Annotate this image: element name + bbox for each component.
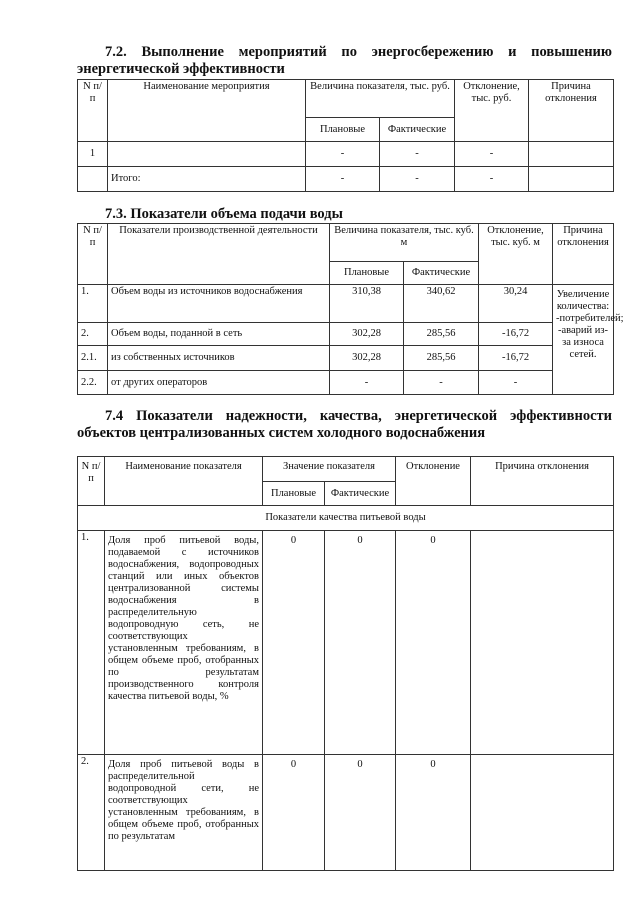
row-name: [108, 142, 306, 167]
row-reason: [471, 531, 614, 755]
row-reason: [529, 167, 614, 192]
table-row: [78, 285, 614, 323]
row-name: Доля проб питьевой воды в распределительной водопроводной сети, не соответствующих установленным требованиям, в общем объеме проб, отобранных по результатам: [105, 755, 263, 871]
row-deviation: -16,72: [479, 323, 553, 346]
col-header-num: N п/п: [78, 80, 108, 142]
row-name: от других операторов: [108, 371, 330, 395]
row-deviation: 30,24: [479, 285, 553, 323]
table-row: [78, 346, 614, 371]
row-planned: 0: [263, 755, 325, 871]
table-row: [78, 323, 614, 346]
row-actual: -: [380, 167, 455, 192]
table-row: [78, 142, 614, 167]
row-planned: 302,28: [330, 346, 404, 371]
row-actual: 285,56: [404, 323, 479, 346]
col-header-actual: Фактические: [325, 482, 396, 506]
col-header-reason: Причина отклонения: [471, 457, 614, 506]
row-num: 1.: [78, 531, 105, 755]
col-header-num: N п/п: [78, 457, 105, 506]
table-row: [78, 167, 614, 192]
row-deviation: 0: [396, 531, 471, 755]
col-header-deviation: Отклонение, тыс. руб.: [455, 80, 529, 142]
row-deviation: -: [455, 142, 529, 167]
row-planned: -: [306, 167, 380, 192]
row-deviation: 0: [396, 755, 471, 871]
col-header-value: Величина показателя, тыс. руб.: [306, 80, 455, 118]
row-reason: [529, 142, 614, 167]
col-header-name: Показатели производственной деятельности: [108, 224, 330, 285]
col-header-name: Наименование показателя: [105, 457, 263, 506]
row-actual: -: [404, 371, 479, 395]
row-num: 1.: [78, 285, 108, 323]
row-planned: -: [330, 371, 404, 395]
row-num: [78, 167, 108, 192]
section-7-2-title-cont: энергетической эффективности: [77, 61, 285, 77]
col-header-deviation: Отклонение: [396, 457, 471, 506]
col-header-num: N п/п: [78, 224, 108, 285]
row-actual: 0: [325, 531, 396, 755]
table-row: [78, 531, 614, 755]
row-num: 1: [78, 142, 108, 167]
row-reason: [471, 755, 614, 871]
row-name: Объем воды, поданной в сеть: [108, 323, 330, 346]
row-planned: 302,28: [330, 323, 404, 346]
col-header-deviation: Отклонение, тыс. куб. м: [479, 224, 553, 285]
col-header-reason: Причина отклонения: [529, 80, 614, 142]
section-7-4-title-cont: объектов централизованных систем холодного водоснабжения: [77, 425, 486, 441]
section-7-3-title: 7.3. Показатели объема подачи воды: [105, 206, 343, 222]
section-7-4-title: 7.4 Показатели надежности, качества, энергетической эффективности: [105, 408, 612, 424]
row-reason: Увеличение количества: -потребителей; -аварий из-за износа сетей.: [553, 285, 614, 395]
row-actual: 340,62: [404, 285, 479, 323]
row-actual: 285,56: [404, 346, 479, 371]
table-row: [78, 755, 614, 871]
col-header-reason: Причина отклонения: [553, 224, 614, 285]
col-header-value: Значение показателя: [263, 457, 396, 482]
table-row: [78, 371, 614, 395]
row-num: 2.: [78, 323, 108, 346]
row-actual: -: [380, 142, 455, 167]
col-header-name: Наименование мероприятия: [108, 80, 306, 142]
row-num: 2.1.: [78, 346, 108, 371]
row-planned: -: [306, 142, 380, 167]
table-water-supply: [77, 223, 624, 395]
row-deviation: -: [455, 167, 529, 192]
row-name: Объем воды из источников водоснабжения: [108, 285, 330, 323]
row-planned: 310,38: [330, 285, 404, 323]
row-deviation: -16,72: [479, 346, 553, 371]
table-energy-saving: [77, 79, 614, 192]
row-actual: 0: [325, 755, 396, 871]
col-header-planned: Плановые: [306, 118, 380, 142]
row-name: Итого:: [108, 167, 306, 192]
table-quality-indicators: [77, 456, 614, 871]
col-header-planned: Плановые: [330, 262, 404, 285]
row-name: Доля проб питьевой воды, подаваемой с источников водоснабжения, водопроводных станций или иных объектов централизованной системы водоснабжения в распределительную водопроводную сеть, не соответствующих установленным требованиям, в общем объеме проб, отобранных по результатам производственного контроля качества питьевой воды, %: [105, 531, 263, 755]
row-deviation: -: [479, 371, 553, 395]
row-name: из собственных источников: [108, 346, 330, 371]
col-header-planned: Плановые: [263, 482, 325, 506]
section-7-2-title: 7.2. Выполнение мероприятий по энергосбережению и повышению: [105, 44, 612, 60]
row-num: 2.2.: [78, 371, 108, 395]
row-planned: 0: [263, 531, 325, 755]
col-header-actual: Фактические: [380, 118, 455, 142]
col-header-actual: Фактические: [404, 262, 479, 285]
row-num: 2.: [78, 755, 105, 871]
table-subheader: Показатели качества питьевой воды: [78, 506, 614, 531]
col-header-value: Величина показателя, тыс. куб. м: [330, 224, 479, 262]
